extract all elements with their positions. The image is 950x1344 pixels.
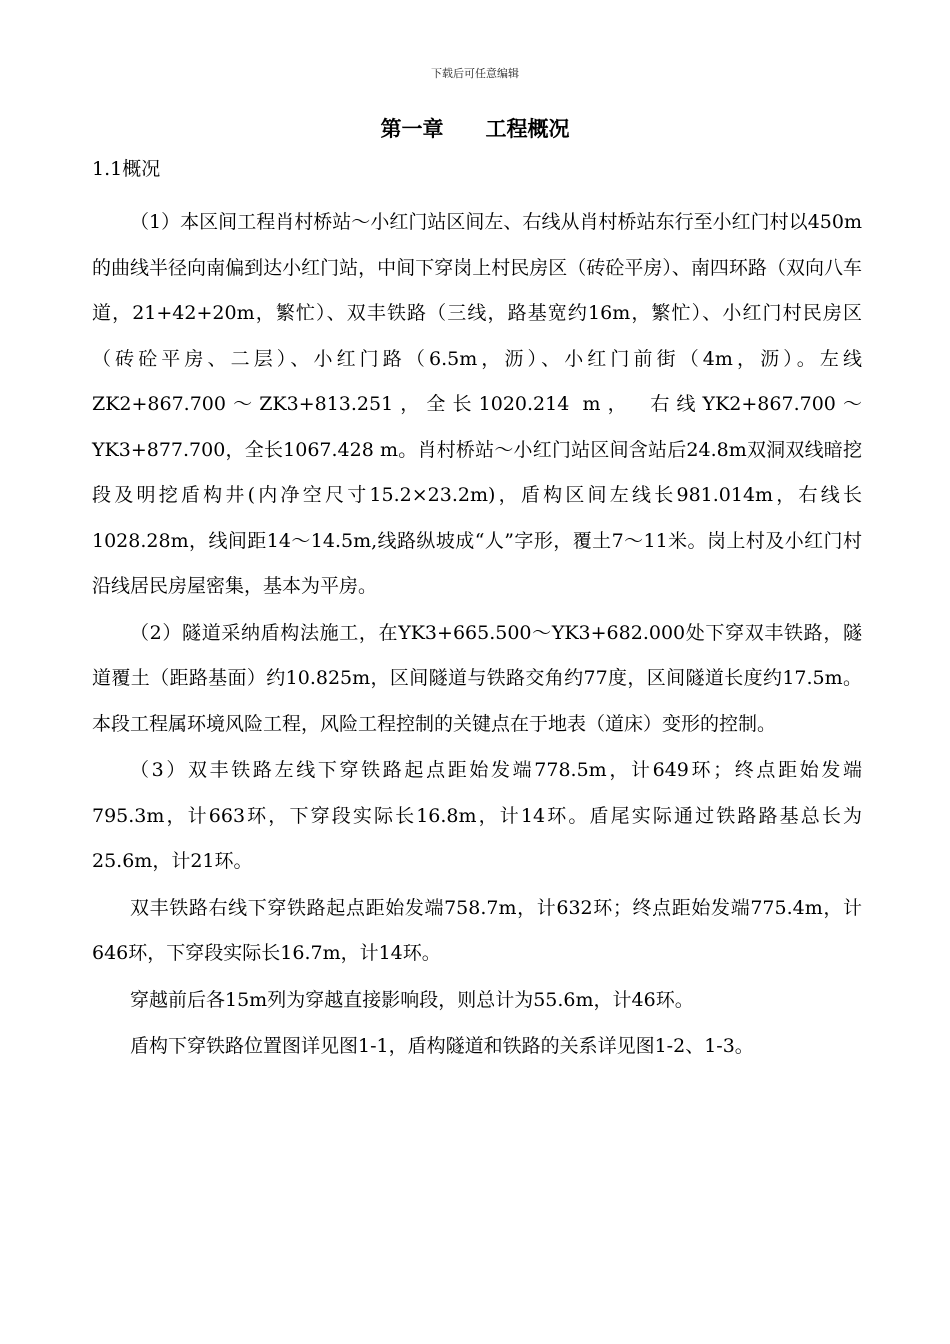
- body-text: [92, 200, 862, 1070]
- paragraph-5: 穿越前后各15m列为穿越直接影响段，则总计为55.6m，计46环。: [130, 988, 694, 1011]
- paragraph-6: 盾构下穿铁路位置图详见图1-1，盾构隧道和铁路的关系详见图1-2、1-3。: [130, 1035, 754, 1057]
- chapter-title: 第一章 工程概况: [380, 116, 570, 141]
- paragraph-2: （2）隧道采纳盾构法施工，在YK3+665.500～YK3+682.000处下穿双丰铁路，隧道覆土（距路基面）约10.825m，区间隧道与铁路交角约77度，区间隧道长度约17.5m。本段工程属环境风险工程，风险工程控制的关键点在于地表（道床）变形的控制。: [92, 621, 862, 735]
- paragraph-3: （3）双丰铁路左线下穿铁路起点距始发端778.5m，计649环；终点距始发端795.3m，计663环，下穿段实际长16.8m，计14环。盾尾实际通过铁路路基总长为25.6m，计21环。: [92, 759, 862, 872]
- header-note: 下载后可任意编辑: [431, 67, 519, 80]
- paragraph-1: （1）本区间工程肖村桥站～小红门站区间左、右线从肖村桥站东行至小红门村以450m的曲线半径向南偏到达小红门站，中间下穿岗上村民房区（砖砼平房）、南四环路（双向八车道，21+42+20m，繁忙）、双丰铁路（三线，路基宽约16m，繁忙）、小红门村民房区（砖砼平房、二层）、小红门路（6.5m，沥）、小红门前街（4m，沥）。左线ZK2+867.700～ZK3+813.251，全长1020.214 m， 右线YK2+867.700～YK3+877.700，全长1067.428 m。肖村桥站～小红门站区间含站后24.8m双洞双线暗挖段及明挖盾构井(内净空尺寸15.2×23.2m)，盾构区间左线长981.014m，右线长1028.28m，线间距14～14.5m,线路纵坡成“人”字形，覆土7～11米。岗上村及小红门村沿线居民房屋密集，基本为平房。: [92, 211, 862, 597]
- section-heading: 1.1概况: [92, 158, 161, 180]
- paragraph-4: 双丰铁路右线下穿铁路起点距始发端758.7m，计632环；终点距始发端775.4m，计646环，下穿段实际长16.7m，计14环。: [92, 896, 862, 964]
